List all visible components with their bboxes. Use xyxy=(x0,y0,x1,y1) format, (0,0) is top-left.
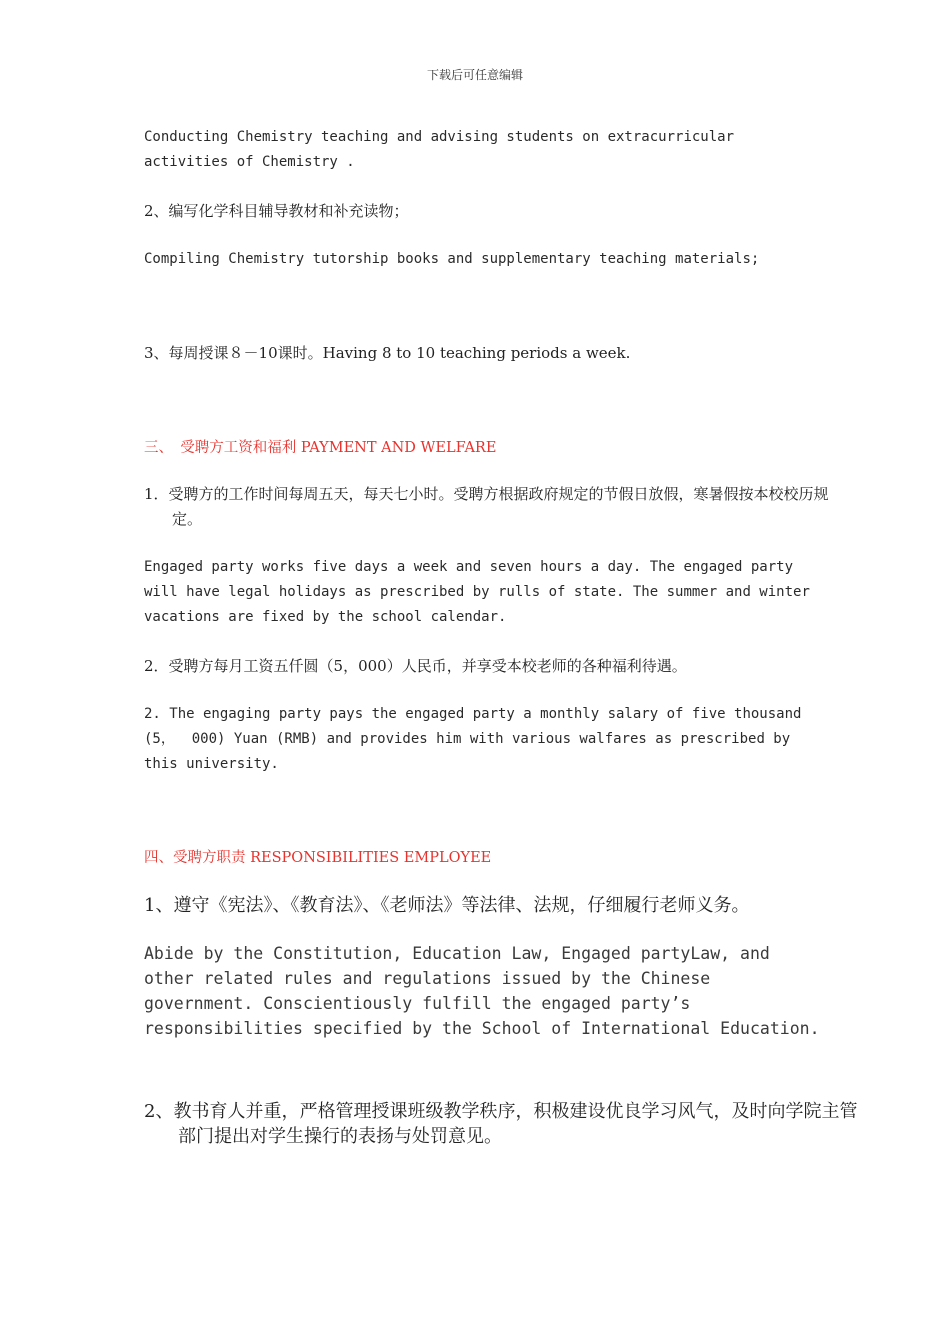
payment-2-english: 2. The engaging party pays the engaged party a monthly salary of five thousand (5， 000) Yuan (RMB) and provides him with various walfares as prescribed by this university. xyxy=(144,706,810,772)
page-header-note: 下载后可任意编辑 xyxy=(426,68,523,82)
payment-1-english: Engaged party works five days a week and seven hours a day. The engaged party will have legal holidays as prescribed by rulls of state. The summer and winter vacations are fixed by the school calendar. xyxy=(144,559,819,625)
duty-2-english: Compiling Chemistry tutorship books and supplementary teaching materials; xyxy=(144,251,760,267)
duty-2-chinese: 2、编写化学科目辅导教材和补充读物； xyxy=(144,202,409,220)
section-4-heading: 四、受聘方职责 RESPONSIBILITIES EMPLOYEE xyxy=(144,850,492,866)
duty-3-bilingual: 3、每周授课８－10课时。Having 8 to 10 teaching periods a week. xyxy=(144,344,631,362)
duty-1-english: Conducting Chemistry teaching and advising students on extracurricular activities of Chemistry . xyxy=(144,129,743,170)
payment-1-chinese: 1．受聘方的工作时间每周五天，每天七小时。受聘方根据政府规定的节假日放假，寒暑假按本校校历规定。 xyxy=(144,485,829,528)
payment-2-chinese: 2．受聘方每月工资五仟圆（5，000）人民币，并享受本校老师的各种福利待遇。 xyxy=(144,657,687,675)
section-3-heading: 三、 受聘方工资和福利 PAYMENT AND WELFARE xyxy=(144,440,497,456)
responsibility-2-chinese: 2、教书育人并重，严格管理授课班级教学秩序，积极建设优良学习风气，及时向学院主管部门提出对学生操行的表扬与处罚意见。 xyxy=(144,1101,858,1147)
responsibility-1-english: Abide by the Constitution, Education Law, Engaged partyLaw, and other related rules and regulations issued by the Chinese government. Conscientiously fulfill the engaged party’s responsibilities specified by the School of International Education. xyxy=(144,944,820,1038)
responsibility-1-chinese: 1、遵守《宪法》、《教育法》、《老师法》等法律、法规，仔细履行老师义务。 xyxy=(144,895,750,916)
